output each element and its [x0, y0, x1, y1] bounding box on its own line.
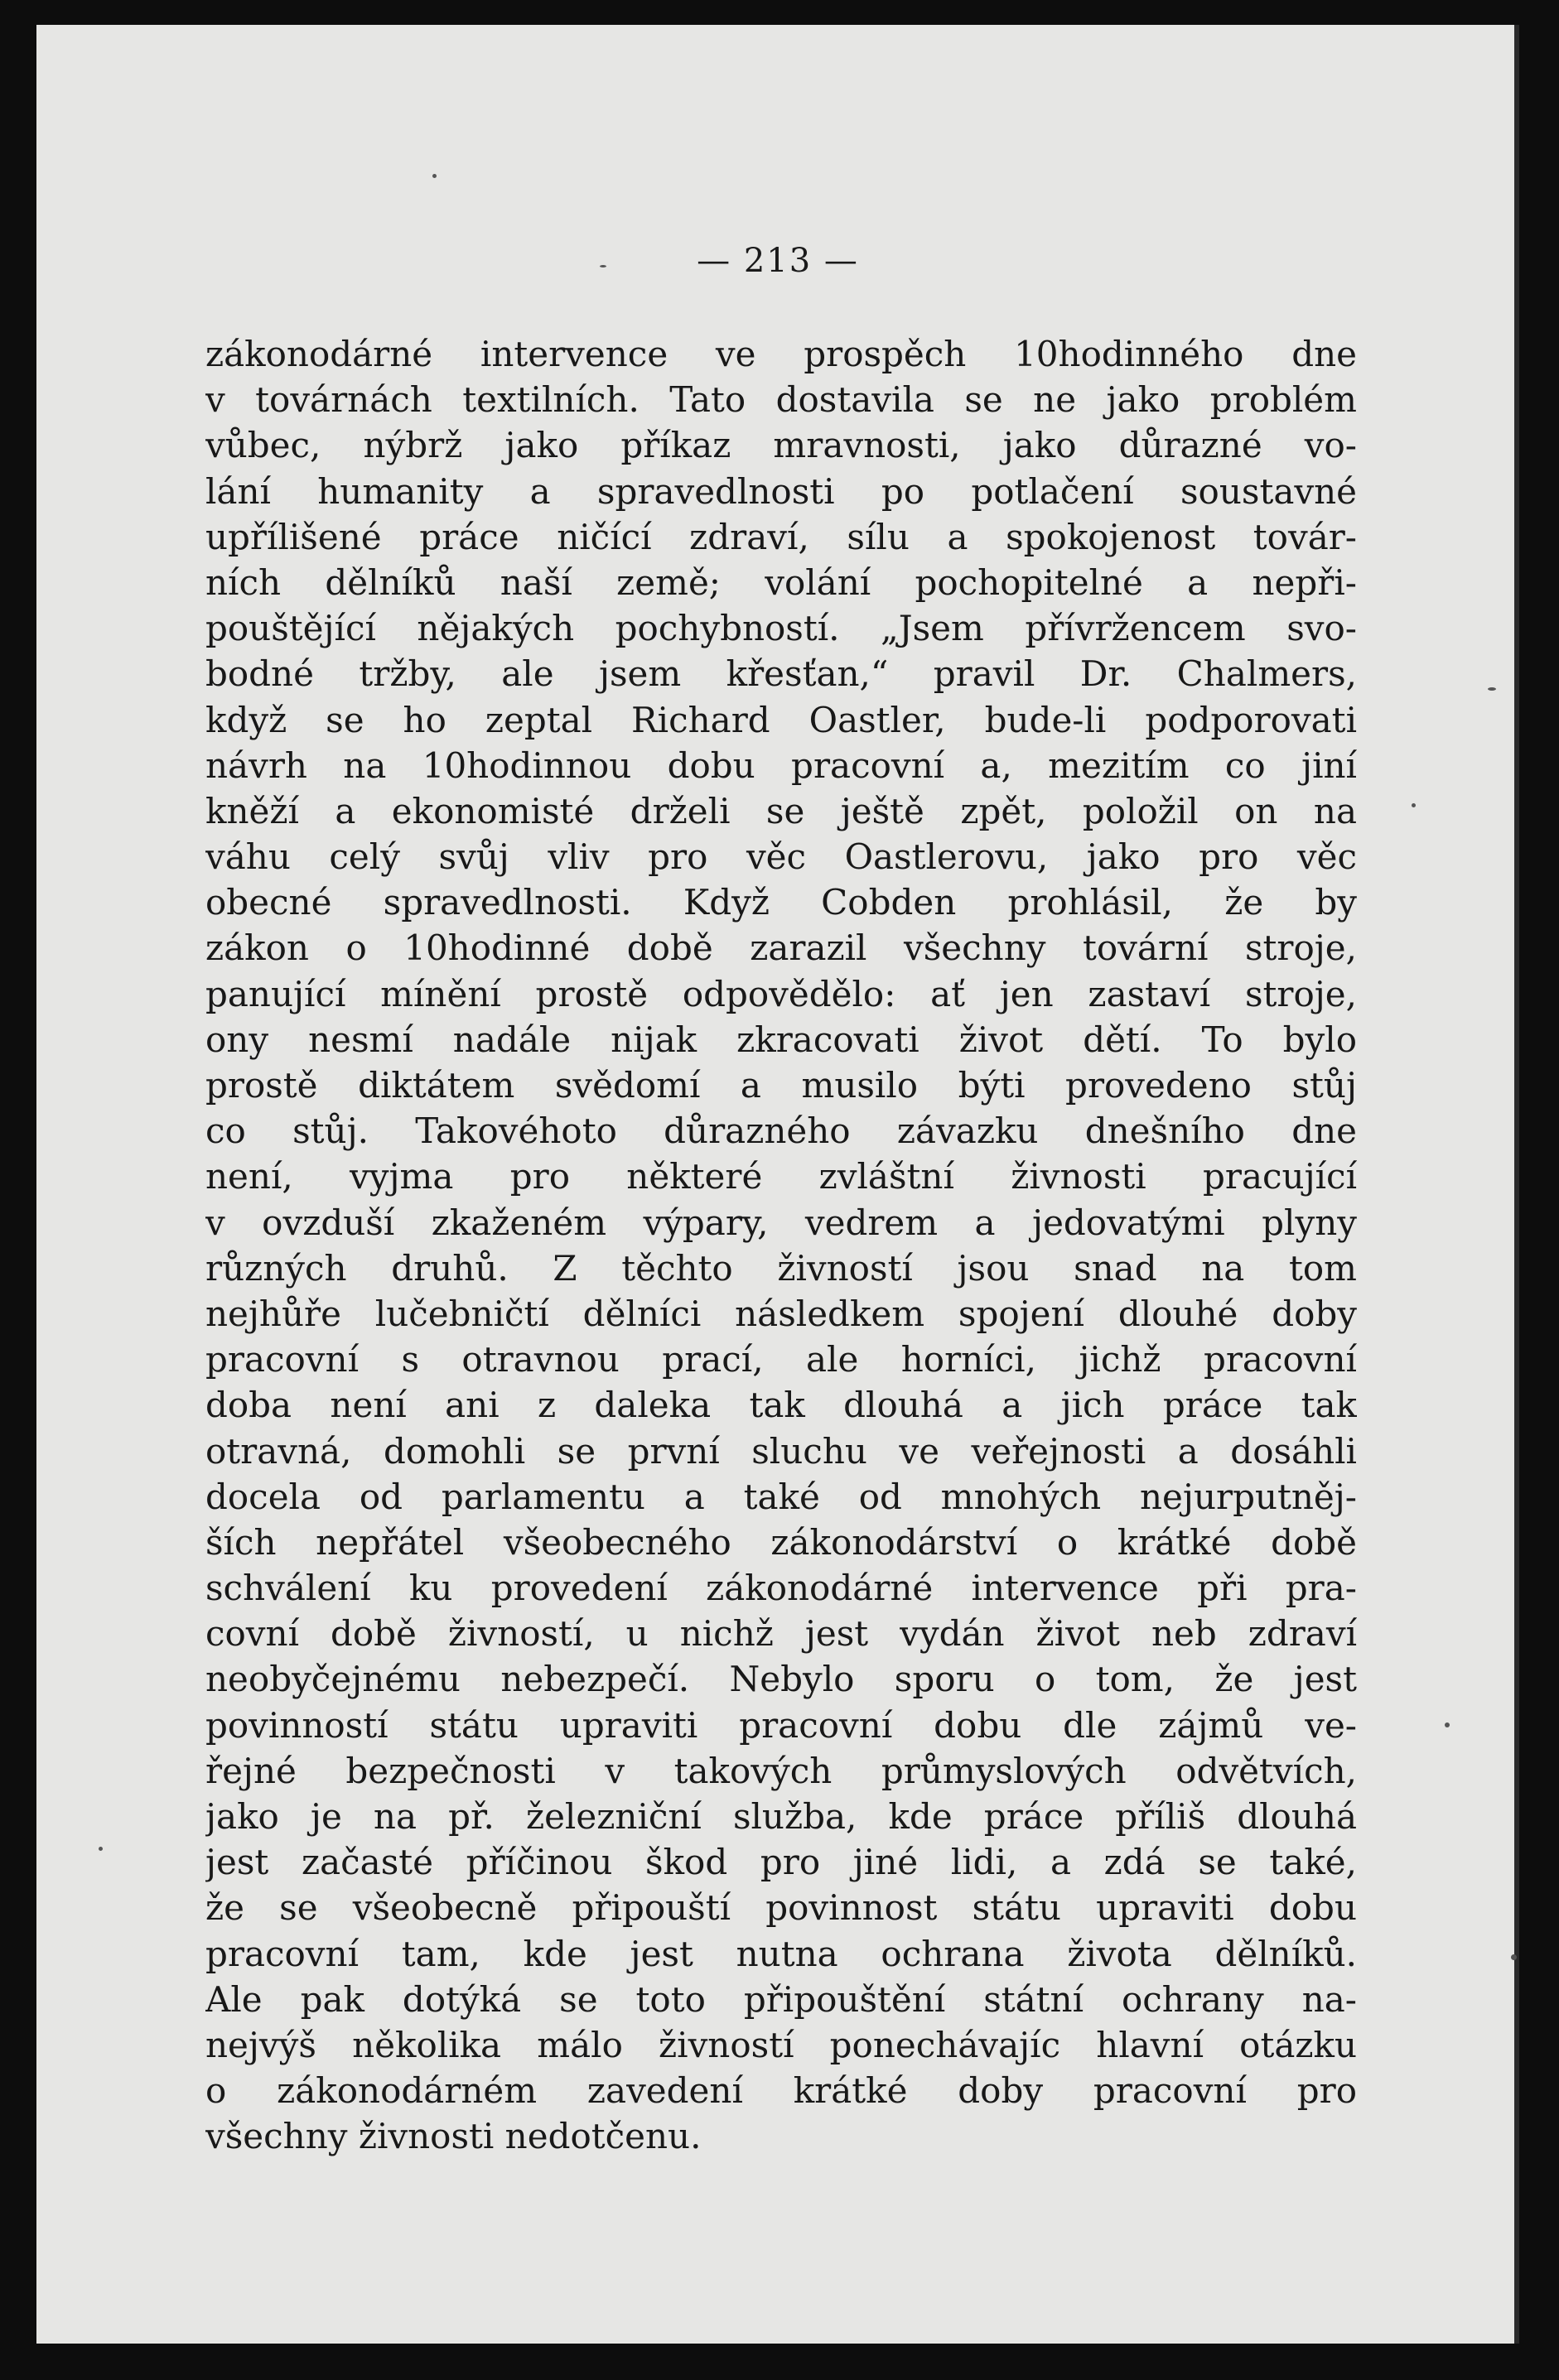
- dust-speck: [1488, 687, 1496, 691]
- text-line: vůbec, nýbrž jako příkaz mravnosti, jako důrazné vo-: [205, 425, 1357, 466]
- text-line: doba není ani z daleka tak dlouhá a jich práce tak: [205, 1385, 1357, 1426]
- dust-speck: [1412, 803, 1416, 807]
- dust-speck: [1511, 1954, 1517, 1960]
- text-line: povinností státu upraviti pracovní dobu dle zájmů ve-: [205, 1704, 1357, 1746]
- text-line: jest začasté příčinou škod pro jiné lidi, a zdá se také,: [205, 1842, 1357, 1883]
- text-line: že se všeobecně připouští povinnost státu upraviti dobu: [205, 1887, 1357, 1929]
- text-line: obecné spravedlnosti. Když Cobden prohlásil, že by: [205, 882, 1357, 923]
- text-line: ony nesmí nadále nijak zkracovati život dětí. To bylo: [205, 1019, 1357, 1060]
- text-line: covní době živností, u nichž jest vydán život neb zdraví: [205, 1613, 1357, 1655]
- text-line: v ovzduší zkaženém výpary, vedrem a jedovatými plyny: [205, 1202, 1357, 1243]
- text-line: všechny živnosti nedotčenu.: [205, 2116, 702, 2157]
- text-line: otravná, domohli se první sluchu ve veřejnosti a dosáhli: [205, 1430, 1357, 1472]
- text-line: ních dělníků naší země; volání pochopitelné a nepři-: [205, 561, 1357, 603]
- text-line: panující mínění prostě odpovědělo: ať jen zastaví stroje,: [205, 973, 1357, 1014]
- text-line: návrh na 10hodinnou dobu pracovní a, mezitím co jiní: [205, 744, 1357, 786]
- text-line: Ale pak dotýká se toto připouštění státní ochrany na-: [205, 1978, 1357, 2020]
- text-line: bodné tržby, ale jsem křesťan,“ pravil Dr. Chalmers,: [205, 653, 1357, 695]
- text-line: nejhůře lučebničtí dělníci následkem spojení dlouhé doby: [205, 1293, 1357, 1334]
- dust-speck: [432, 174, 437, 178]
- text-line: prostě diktátem svědomí a musilo býti provedeno stůj: [205, 1065, 1357, 1106]
- dust-speck: [600, 265, 606, 267]
- text-line: různých druhů. Z těchto živností jsou snad na tom: [205, 1247, 1357, 1289]
- text-line: není, vyjma pro některé zvláštní živnosti pracující: [205, 1156, 1357, 1197]
- text-line: nejvýš několika málo živností ponechávajíc hlavní otázku: [205, 2024, 1357, 2065]
- text-line: řejné bezpečnosti v takových průmyslových odvětvích,: [205, 1750, 1357, 1791]
- text-line: jako je na př. železniční služba, kde práce příliš dlouhá: [205, 1796, 1357, 1837]
- text-line: co stůj. Takovéhoto důrazného závazku dnešního dne: [205, 1111, 1357, 1152]
- text-line: zákon o 10hodinné době zarazil všechny tovární stroje,: [205, 927, 1357, 969]
- text-line: schválení ku provedení zákonodárné intervence při pra-: [205, 1568, 1357, 1609]
- text-line: pracovní tam, kde jest nutna ochrana života dělníků.: [205, 1933, 1357, 1974]
- text-line: o zákonodárném zavedení krátké doby pracovní pro: [205, 2070, 1357, 2112]
- text-line: lání humanity a spravedlnosti po potlačení soustavné: [205, 470, 1357, 512]
- text-line: docela od parlamentu a také od mnohých nejurputněj-: [205, 1476, 1357, 1517]
- text-line: pracovní s otravnou prací, ale horníci, jichž pracovní: [205, 1339, 1357, 1380]
- dust-speck: [1445, 1722, 1450, 1727]
- page-number: — 213 —: [697, 242, 859, 280]
- text-line: pouštějící nějakých pochybností. „Jsem přívržencem svo-: [205, 608, 1357, 649]
- text-line: v továrnách textilních. Tato dostavila se ne jako problém: [205, 379, 1357, 421]
- text-line: zákonodárné intervence ve prospěch 10hodinného dne: [205, 334, 1357, 374]
- book-page: [36, 25, 1519, 2344]
- dust-speck: [99, 1847, 103, 1851]
- text-line: kněží a ekonomisté drželi se ještě zpět, položil on na: [205, 790, 1357, 831]
- text-line: ších nepřátel všeobecného zákonodárství o krátké době: [205, 1521, 1357, 1563]
- body-text: [205, 331, 1357, 2160]
- text-line: váhu celý svůj vliv pro věc Oastlerovu, jako pro věc: [205, 836, 1357, 878]
- text-line: když se ho zeptal Richard Oastler, bude-li podporovati: [205, 699, 1357, 740]
- text-line: upřílišené práce ničící zdraví, sílu a spokojenost továr-: [205, 516, 1357, 557]
- text-line: neobyčejnému nebezpečí. Nebylo sporu o tom, že jest: [205, 1659, 1357, 1700]
